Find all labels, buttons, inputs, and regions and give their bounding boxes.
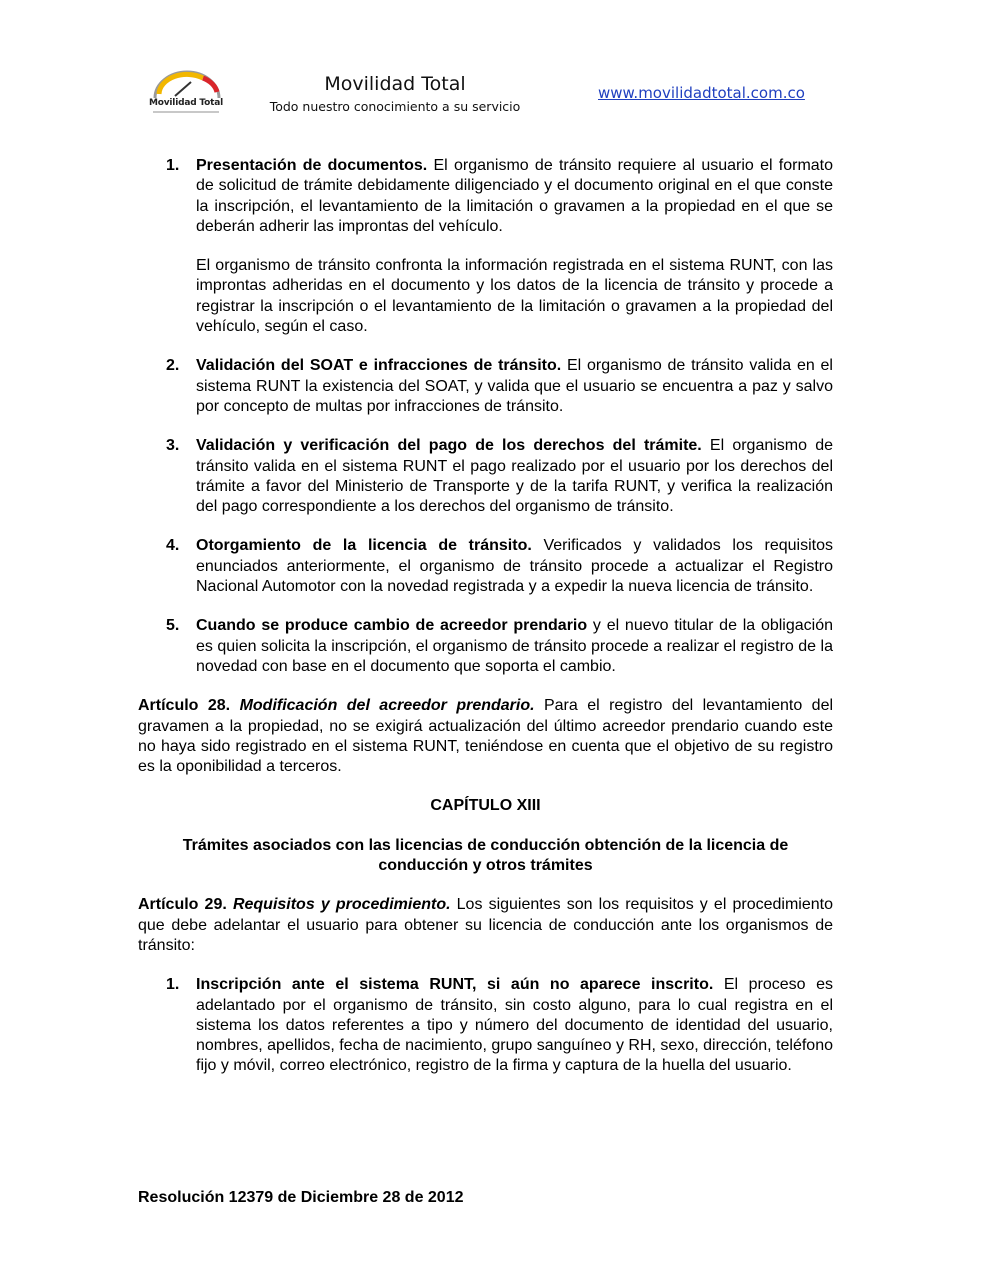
list-item <box>138 536 833 597</box>
item-paragraph <box>196 975 833 1076</box>
article-28-label: Artículo 28. <box>138 697 231 715</box>
movilidad-total-logo <box>145 70 227 116</box>
item-number: 2. <box>166 357 180 375</box>
logo-arc-icon <box>145 70 227 100</box>
item-paragraph <box>196 616 833 677</box>
site-tagline: Todo nuestro conocimiento a su servicio <box>269 99 521 114</box>
logo-text: Movilidad Total <box>149 98 223 108</box>
item-number: 1. <box>166 976 180 994</box>
site-url-link[interactable]: www.movilidadtotal.com.co <box>598 84 805 102</box>
item-number: 1. <box>166 157 180 174</box>
logo-underline <box>153 111 219 113</box>
item-text: y el nuevo titular de la obligación es quien solicita la inscripción, el organismo de tránsito procede a realizar el registro de la novedad con base en el documento que soporta el cambio. <box>196 617 834 675</box>
article-28 <box>138 696 833 777</box>
procedure-list-2 <box>138 975 833 1076</box>
list-item <box>138 356 833 417</box>
article-28-text: Para el registro del levantamiento del gravamen a la propiedad, no se exigirá actualización del último acreedor prendario cuando este no haya sido registrado en el sistema RUNT, teniéndose en cuenta que el objetivo de su registro es la oponibilidad a terceros. <box>138 697 834 776</box>
list-item <box>138 975 833 1076</box>
chapter-heading: CAPÍTULO XIII <box>430 797 541 815</box>
item-text: El organismo de tránsito valida en el sistema RUNT el pago realizado por el usuario por los derechos del trámite a favor del Ministerio de Transporte y de la tarifa RUNT, y verifica la realización del pago correspondiente a los derechos del organismo de tránsito. <box>196 437 834 516</box>
page-footer: Resolución 12379 de Diciembre 28 de 2012 <box>138 1189 464 1206</box>
item-text: El proceso es adelantado por el organismo de tránsito, sin costo alguno, para lo cual registra en el sistema los datos referentes a tipo y número del documento de identidad del usuario, nombres, apellidos, fecha de nacimiento, grupo sanguíneo y RH, sexo, dirección, teléfono fijo y móvil, correo electrónico, registro de la firma y captura de la huella del usuario. <box>196 976 833 1075</box>
item-title: Otorgamiento de la licencia de tránsito. <box>196 537 532 555</box>
item-title: Cuando se produce cambio de acreedor prendario <box>196 617 588 635</box>
article-29 <box>138 895 833 956</box>
item-paragraph <box>196 356 833 417</box>
item-text: El organismo de tránsito valida en el sistema RUNT la existencia del SOAT, y valida que el usuario se encuentra a paz y salvo por concepto de multas por infracciones de tránsito. <box>196 357 833 415</box>
list-item <box>138 616 833 677</box>
document-body <box>138 156 833 1077</box>
article-29-label: Artículo 29. <box>138 896 227 914</box>
item-text: El organismo de tránsito requiere al usuario el formato de solicitud de trámite debidamente diligenciado y el documento original en el que conste la inscripción, el levantamiento de la limitación o gravamen a la propiedad en el que se deberán adherir las improntas del vehículo. <box>196 157 834 235</box>
chapter-subtitle: Trámites asociados con las licencias de conducción obtención de la licencia de conducción y otros trámites <box>182 836 789 875</box>
item-paragraph <box>196 536 833 597</box>
item-title: Presentación de documentos. <box>196 157 428 174</box>
item-paragraph <box>196 436 833 517</box>
item-text: Verificados y validados los requisitos enunciados anteriormente, el organismo de tránsito procede a actualizar el Registro Nacional Automotor con la novedad registrada y a expedir la nueva licencia de tránsito. <box>196 537 833 596</box>
item-extra-paragraph: El organismo de tránsito confronta la información registrada en el sistema RUNT, con las improntas adheridas en el documento y los datos de la licencia de tránsito y procede a registrar la inscripción o el levantamiento de la limitación o gravamen a la propiedad del vehículo, según el caso. <box>196 257 833 336</box>
item-paragraph <box>196 156 833 237</box>
item-number: 3. <box>166 437 180 455</box>
article-29-title: Requisitos y procedimiento. <box>232 896 451 914</box>
item-number: 5. <box>166 617 180 635</box>
item-title: Inscripción ante el sistema RUNT, si aún no aparece inscrito. <box>196 976 714 994</box>
site-title: Movilidad Total <box>324 73 466 95</box>
list-item <box>138 436 833 517</box>
page-header <box>0 0 990 130</box>
procedure-list-1 <box>138 156 833 677</box>
item-title: Validación del SOAT e infracciones de tránsito. <box>196 357 562 375</box>
list-item <box>138 156 833 337</box>
item-title: Validación y verificación del pago de los derechos del trámite. <box>196 437 702 455</box>
item-number: 4. <box>166 537 180 555</box>
article-29-text: Los siguientes son los requisitos y el procedimiento que debe adelantar el usuario para obtener su licencia de conducción ante los organismos de tránsito: <box>138 896 833 954</box>
article-28-title: Modificación del acreedor prendario. <box>239 697 535 715</box>
